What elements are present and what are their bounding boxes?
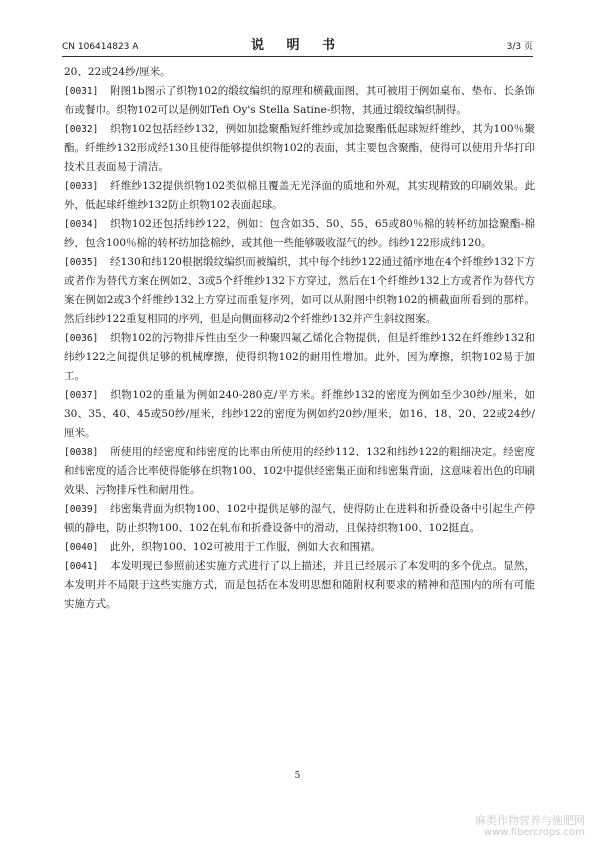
paragraph-number: [0034]: [64, 219, 99, 230]
paragraph-number: [0039]: [64, 504, 99, 515]
paragraph-0032: [64, 120, 535, 177]
paragraph-text: 经130和纬120根据缎纹编织而被编织，其中每个纬纱122通过循序地在4个纤维纱132下方或者作为替代方案在例如2、3或5个纤维纱132下方穿过，然后在1个纤维纱132上方或者作为替代方案在例如2或3个纤维纱132上方穿过而重复序列，如可以从附图中织物102的横截面所看到的那样。然后纬纱122重复相同的序列，但是向侧面移动2个纤维纱132并产生斜纹图案。: [64, 256, 535, 325]
watermark-url: www.fibercrops.com: [483, 827, 585, 838]
paragraph-text: 附图1b图示了织物102的缎纹编织的原理和横截面图，其可被用于例如桌布、垫布、长条饰布或餐巾。织物102可以是例如Tefi Oy's Stella Satine-织物，其通过缎纹编织制得。: [64, 85, 535, 116]
paragraph-number: [0033]: [64, 181, 99, 192]
paragraph-0035: [64, 253, 535, 329]
paragraph-number: [0037]: [64, 390, 99, 401]
paragraph-number: [0036]: [64, 333, 99, 344]
paragraph-0037: [64, 386, 535, 443]
paragraph-number: [0035]: [64, 257, 99, 268]
paragraph-text: 纤维纱132提供织物102类似棉且覆盖无光泽面的质地和外观，其实现精致的印刷效果。此外，低起球纤维纱132防止织物102表面起球。: [64, 180, 535, 211]
page-info: 3/3 页: [506, 42, 533, 52]
paragraph-0040: [64, 538, 535, 557]
paragraph-0034: [64, 215, 535, 253]
paragraph-number: [0038]: [64, 447, 99, 458]
paragraph-0038: [64, 443, 535, 500]
paragraph-number: [0041]: [64, 561, 99, 572]
document-body: [64, 63, 535, 614]
paragraph-number: [0040]: [64, 542, 99, 553]
paragraph-text: 此外，织物100、102可被用于工作服，例如大衣和围裙。: [110, 541, 382, 553]
page-header: [62, 34, 533, 57]
paragraph-list: [64, 82, 535, 614]
paragraph-text: 织物102的污物排斥性由至少一种聚四氟乙烯化合物提供，但是纤维纱132在纤维纱132和纬纱122之间提供足够的机械摩擦，使得织物102的耐用性增加。此外，因为摩擦，织物102易于加工。: [64, 332, 535, 382]
document-title: 说 明 书: [250, 38, 345, 53]
paragraph-0033: [64, 177, 535, 215]
paragraph-0031: [64, 82, 535, 120]
paragraph-text: 织物102的重量为例如240-280克/平方米。纤维纱132的密度为例如至少30纱/厘米，如30、35、40、45或50纱/厘米，纬纱122的密度为例如约20纱/厘米，如16、18、20、22或24纱/厘米。: [64, 389, 535, 439]
paragraph-0041: [64, 557, 535, 614]
page-number: 5: [294, 771, 301, 781]
paragraph-text: 织物102包括经纱132，例如加捻聚酯短纤维纱或加捻聚酯低起球短纤维纱，其为100％聚酯。纤维纱132形成经130且使得能够提供织物102的表面，其主要包含聚酯，使得可以使用升华打印技术且表面易于清洁。: [64, 123, 535, 173]
intro-line: 20、22或24纱/厘米。: [64, 66, 171, 78]
paragraph-0039: [64, 500, 535, 538]
paragraph-text: 所使用的经密度和纬密度的比率由所使用的经纱112、132和纬纱122的粗细决定。经密度和纬密度的适合比率使得能够在织物100、102中提供经密集正面和纬密集背面，这意味着出色的印刷效果、污物排斥性和耐用性。: [64, 446, 535, 496]
watermark-name: 麻类作物营养与施肥网: [475, 814, 585, 827]
paragraph-0036: [64, 329, 535, 386]
paragraph-text: 纬密集背面为织物100、102中提供足够的湿气，使得防止在进料和折叠设备中引起生产停顿的静电，防止织物100、102在轧布和折叠设备中的滑动，且保持织物100、102挺直。: [64, 503, 535, 534]
paragraph-number: [0032]: [64, 124, 99, 135]
document-number: CN 106414823 A: [62, 42, 139, 52]
paragraph-text: 本发明现已参照前述实施方式进行了以上描述，并且已经展示了本发明的多个优点。显然，本发明并不局限于这些实施方式，而是包括在本发明思想和随附权利要求的精神和范围内的所有可能实施方式。: [64, 560, 535, 610]
paragraph-text: 织物102还包括纬纱122，例如：包含如35、50、55、65或80％棉的转杯纺加捻聚酯-棉纱，包含100％棉的转杯纺加捻棉纱，或其他一些能够吸收湿气的纱。纬纱122形成纬120。: [64, 218, 535, 249]
paragraph-number: [0031]: [64, 86, 99, 97]
